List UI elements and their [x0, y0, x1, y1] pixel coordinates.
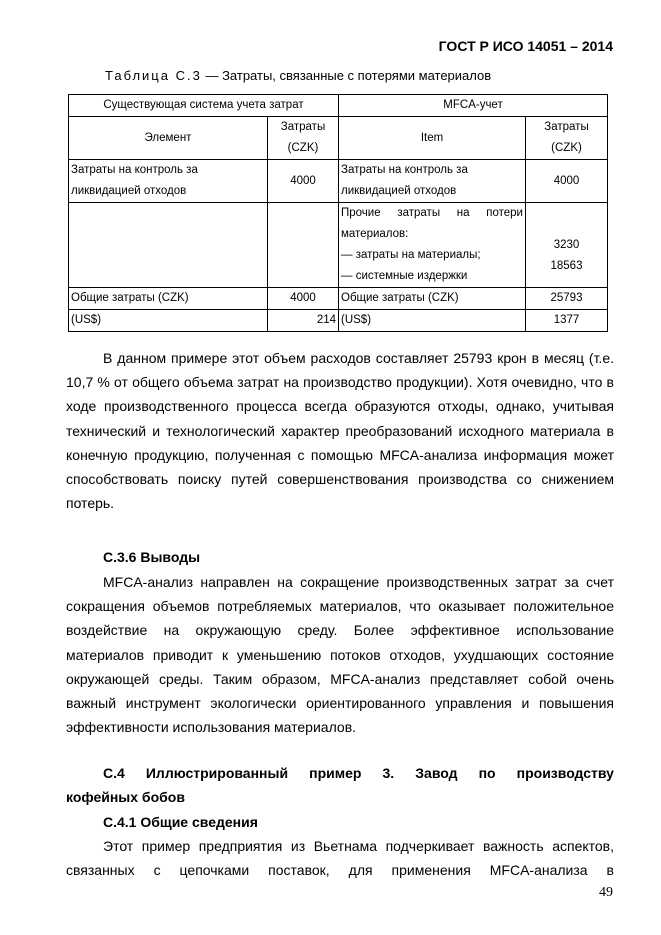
table-cell: [69, 160, 268, 203]
paragraph-vietnam-example: [66, 834, 614, 882]
table-cell-empty: [69, 203, 268, 288]
heading-word: С.4: [103, 765, 125, 781]
cell-word: Прочие: [341, 207, 381, 219]
cell-line: 3230: [553, 238, 580, 251]
table-cell-value: [526, 203, 608, 288]
paragraph-example-costs: [66, 346, 614, 515]
table-cell-value: 1377: [526, 310, 608, 332]
table-title: Затраты, связанные с потерями материалов: [222, 68, 492, 83]
heading-word: Завод: [415, 765, 458, 781]
heading-word: пример: [309, 765, 362, 781]
cell-word: на: [456, 207, 470, 219]
table-cell-value: 214: [268, 310, 339, 332]
caption-dash: —: [205, 68, 219, 83]
document-header: ГОСТ Р ИСО 14051 – 2014: [438, 38, 613, 54]
paragraph-text: В данном примере этот объем расходов составляет 25793 крон в месяц (т.е. 10,7 % от общего объема затрат на производство продукции). Хотя очевидно, что в ходе производственного процесса всегда образуются отходы, однако, учитывая технический и технологический характер преобразований исходного материала в конечную продукцию, полученная с помощью MFCA-анализа информация может способствовать поиску путей совершенствования производства со снижением потерь.: [66, 350, 614, 512]
table-cell: (US$): [339, 310, 526, 332]
cell-line: Затраты на контроль за: [341, 164, 468, 176]
paragraph-text: MFCA-анализ направлен на сокращение производственных затрат за счет сокращения объемов потребляемых материалов, что оказывает положительное воздействие на окружающую среду. Более эффективное использование материалов приводит к уменьшению потоков отходов, ухудшающих состояние окружающей среды. Таким образом, MFCA-анализ представляет собой очень важный инструмент экологически ориентированного управления и повышения эффективности использования материалов.: [66, 574, 614, 736]
mfca-header: MFCA-учет: [339, 95, 608, 117]
cell-line: [341, 203, 523, 224]
table-label: Таблица С.3: [105, 68, 202, 83]
table-group-header-row: [69, 95, 608, 117]
cell-line: Затраты на контроль за: [71, 164, 198, 176]
existing-system-header: Существующая система учета затрат: [69, 95, 339, 117]
table-caption: [105, 68, 491, 83]
table-row: [69, 288, 608, 310]
heading-word: Иллюстрированный: [145, 765, 289, 781]
table-cell: Общие затраты (CZK): [339, 288, 526, 310]
paragraph-text: Этот пример предприятия из Вьетнама подчеркивает важность аспектов, связанных с цепочками поставок, для применения MFCA-анализа в: [66, 838, 614, 879]
cost-table: [68, 94, 608, 332]
item-column-header: Item: [339, 117, 526, 160]
cell-word: затраты: [397, 207, 441, 219]
heading-word: 3.: [382, 765, 395, 781]
table-cell: [339, 203, 526, 288]
page-number: 49: [599, 885, 613, 900]
costs-header-label: Затраты: [544, 121, 589, 133]
table-row: [69, 160, 608, 203]
cell-line: материалов:: [341, 228, 409, 240]
table-row: [69, 310, 608, 332]
table-column-header-row: [69, 117, 608, 160]
cell-word: потери: [486, 207, 523, 219]
table-cell-value: 25793: [526, 288, 608, 310]
cell-line: ликвидацией отходов: [341, 185, 457, 197]
element-column-header: Элемент: [69, 117, 268, 160]
section-heading-c36: С.3.6 Выводы: [103, 549, 201, 565]
table-cell: (US$): [69, 310, 268, 332]
table-cell-value: 4000: [268, 288, 339, 310]
table-cell: Общие затраты (CZK): [69, 288, 268, 310]
table-cell: [339, 160, 526, 203]
table-cell-value: 4000: [268, 160, 339, 203]
costs-column-header-right: [526, 117, 608, 160]
heading-line: [66, 761, 614, 785]
table-cell-empty: [268, 203, 339, 288]
section-heading-c4: [66, 761, 614, 809]
currency-header-label: (CZK): [287, 142, 319, 154]
heading-word: производству: [516, 765, 614, 781]
cell-line: 18563: [550, 259, 583, 272]
paragraph-conclusions: [66, 570, 614, 739]
table-cell-value: 4000: [526, 160, 608, 203]
cell-line: — системные издержки: [341, 270, 468, 282]
costs-header-label: Затраты: [280, 121, 326, 133]
cell-line: ликвидацией отходов: [71, 185, 187, 197]
cell-line: — затраты на материалы;: [341, 249, 481, 261]
section-heading-c41: С.4.1 Общие сведения: [103, 814, 258, 830]
costs-column-header-left: [268, 117, 339, 160]
currency-header-label: (CZK): [551, 142, 582, 154]
heading-word: по: [478, 765, 496, 781]
table-row: [69, 203, 608, 288]
heading-line: кофейных бобов: [66, 789, 185, 805]
